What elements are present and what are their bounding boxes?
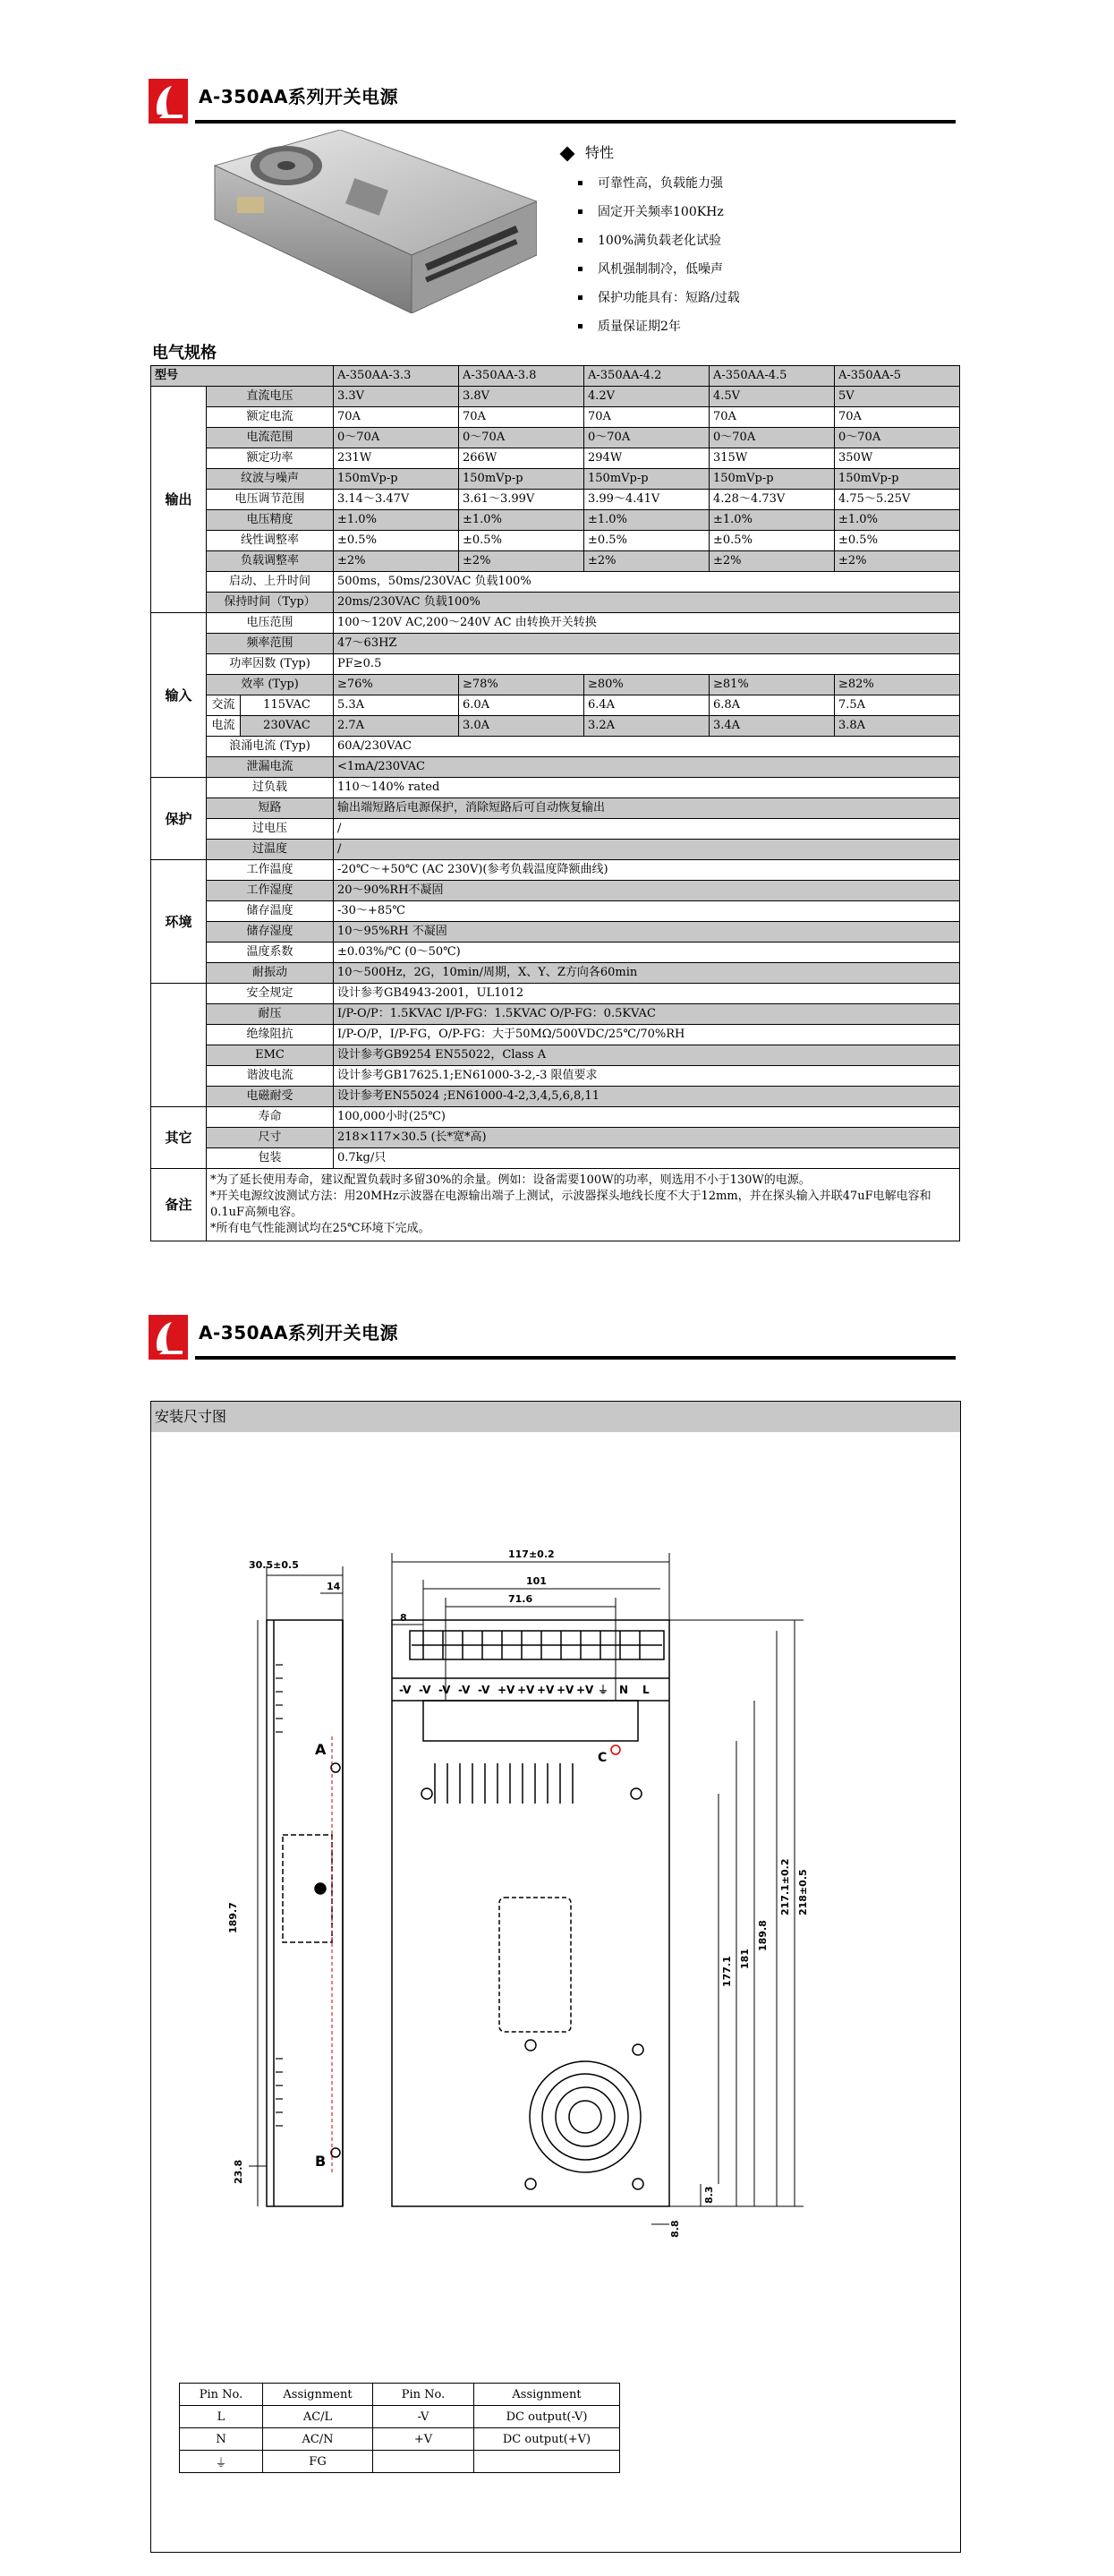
spec-cell: 70A xyxy=(459,407,584,428)
spec-cell: 3.0A xyxy=(459,716,584,737)
spec-cell: 100～120V AC,200～240V AC 由转换开关转换 xyxy=(334,613,960,634)
spec-cell: 20～90%RH不凝固 xyxy=(334,881,960,901)
pin-header: Pin No. xyxy=(180,2384,263,2406)
brand-logo-icon xyxy=(149,1315,188,1360)
group-remark: 备注 xyxy=(151,1169,207,1241)
feature-item: 质量保证期2年 xyxy=(598,314,938,343)
spec-cell: PF≥0.5 xyxy=(334,654,960,675)
spec-label: 工作温度 xyxy=(207,860,334,881)
spec-label: 交流 xyxy=(207,695,241,716)
spec-label: 启动、上升时间 xyxy=(207,572,334,593)
terminal-label: +V xyxy=(576,1684,594,1696)
spec-cell: <1mA/230VAC xyxy=(334,757,960,778)
spec-cell: 150mVp-p xyxy=(459,469,584,490)
dim-label: 101 xyxy=(526,1575,547,1587)
model-label: 型号 xyxy=(151,366,334,387)
product-image xyxy=(188,130,537,313)
remark-line: *所有电气性能测试均在25℃环境下完成。 xyxy=(210,1222,430,1235)
spec-label: 绝缘阻抗 xyxy=(207,1025,334,1045)
spec-cell: ±0.5% xyxy=(710,531,835,551)
spec-cell: -30～+85℃ xyxy=(334,901,960,922)
spec-label: 储存温度 xyxy=(207,901,334,922)
spec-cell: 设计参考GB17625.1;EN61000-3-2,-3 限值要求 xyxy=(334,1066,960,1087)
dim-label: 23.8 xyxy=(233,2159,244,2184)
spec-cell: ±1.0% xyxy=(835,510,960,531)
dim-label: 117±0.2 xyxy=(508,1548,555,1560)
pin-table xyxy=(179,2383,620,2473)
spec-cell: 350W xyxy=(835,448,960,469)
spec-cell: ±0.03%/℃ (0～50℃) xyxy=(334,943,960,963)
group-other: 其它 xyxy=(151,1107,207,1169)
pin-cell: AC/N xyxy=(263,2428,373,2451)
model-name: A-350AA-4.5 xyxy=(710,366,835,387)
spec-label: 功率因数 (Typ) xyxy=(207,654,334,675)
spec-cell: 60A/230VAC xyxy=(334,737,960,757)
diamond-bullet-icon xyxy=(560,146,575,161)
dim-label: 30.5±0.5 xyxy=(249,1559,299,1571)
dimension-drawing xyxy=(150,1432,959,2372)
spec-cell: ±1.0% xyxy=(710,510,835,531)
spec-cell: 3.4A xyxy=(710,716,835,737)
spec-cell: 3.61～3.99V xyxy=(459,490,584,510)
spec-cell: 7.5A xyxy=(835,695,960,716)
terminal-label: ⏚ xyxy=(598,1684,609,1696)
spec-cell: ±0.5% xyxy=(459,531,584,551)
spec-cell: 输出端短路后电源保护，消除短路后可自动恢复输出 xyxy=(334,798,960,819)
feature-item: 固定开关频率100KHz xyxy=(598,200,938,228)
spec-label: 频率范围 xyxy=(207,634,334,654)
dim-label: 8.3 xyxy=(703,2186,715,2204)
spec-cell: ≥76% xyxy=(334,675,459,695)
terminal-label: -V xyxy=(419,1684,431,1696)
spec-cell: 500ms，50ms/230VAC 负载100% xyxy=(334,572,960,593)
dim-label: 181 xyxy=(739,1949,751,1969)
page-title: A-350AA系列开关电源 xyxy=(199,86,398,107)
spec-label: EMC xyxy=(207,1045,334,1066)
spec-cell: ±1.0% xyxy=(459,510,584,531)
spec-cell: 0～70A xyxy=(835,428,960,448)
section-header xyxy=(149,75,956,127)
pin-header: Pin No. xyxy=(373,2384,474,2406)
spec-cell: I/P-O/P，I/P-FG，O/P-FG：大于50MΩ/500VDC/25℃/70%RH xyxy=(334,1025,960,1045)
section-header xyxy=(149,1311,956,1363)
spec-cell: 4.75～5.25V xyxy=(835,490,960,510)
spec-cell: 70A xyxy=(710,407,835,428)
pin-cell: N xyxy=(180,2428,263,2451)
pin-cell xyxy=(474,2451,620,2473)
spec-label: 电流范围 xyxy=(207,428,334,448)
spec-cell: 150mVp-p xyxy=(835,469,960,490)
pin-cell: +V xyxy=(373,2428,474,2451)
group-safety xyxy=(151,984,207,1107)
spec-label: 电磁耐受 xyxy=(207,1087,334,1107)
label-b: B xyxy=(315,2153,327,2170)
spec-cell: 150mVp-p xyxy=(710,469,835,490)
spec-cell: 110～140% rated xyxy=(334,778,960,798)
dim-label: 71.6 xyxy=(508,1593,533,1605)
spec-cell: 5V xyxy=(835,387,960,407)
spec-label: 额定功率 xyxy=(207,448,334,469)
spec-cell: ≥81% xyxy=(710,675,835,695)
spec-label: 包装 xyxy=(207,1148,334,1169)
spec-cell: ±0.5% xyxy=(334,531,459,551)
group-output: 输出 xyxy=(151,387,207,613)
pin-cell: -V xyxy=(373,2406,474,2428)
features-heading: 特性 xyxy=(585,144,615,161)
spec-label: 谐波电流 xyxy=(207,1066,334,1087)
spec-label: 电流 xyxy=(207,716,241,737)
spec-label: 电压范围 xyxy=(207,613,334,634)
spec-label: 浪涌电流 (Typ) xyxy=(207,737,334,757)
spec-cell: 6.0A xyxy=(459,695,584,716)
spec-cell: 150mVp-p xyxy=(584,469,710,490)
spec-label: 过负载 xyxy=(207,778,334,798)
dim-label: 14 xyxy=(327,1581,341,1592)
dim-label: 217.1±0.2 xyxy=(779,1858,791,1915)
spec-cell: 5.3A xyxy=(334,695,459,716)
terminal-label: -V xyxy=(478,1684,490,1696)
dim-label: 189.8 xyxy=(757,1920,769,1951)
pin-header: Assignment xyxy=(263,2384,373,2406)
spec-label: 过温度 xyxy=(207,840,334,860)
spec-label: 安全规定 xyxy=(207,984,334,1004)
dim-label: 8 xyxy=(400,1612,407,1624)
group-env: 环境 xyxy=(151,860,207,984)
terminal-label: +V xyxy=(537,1684,555,1696)
terminal-label: L xyxy=(642,1684,650,1696)
spec-label: 230VAC xyxy=(241,716,334,737)
dim-label: 189.7 xyxy=(227,1902,239,1933)
spec-cell: 2.7A xyxy=(334,716,459,737)
dim-label: 177.1 xyxy=(721,1956,733,1987)
pin-cell: DC output(-V) xyxy=(474,2406,620,2428)
remark-line: *开关电源纹波测试方法：用20MHz示波器在电源输出端子上测试，示波器探头地线长度不大于12mm，并在探头输入并联47uF电解电容和0.1uF高频电容。 xyxy=(210,1190,931,1219)
spec-cell: 70A xyxy=(334,407,459,428)
terminal-label: -V xyxy=(438,1684,451,1696)
spec-cell: 6.8A xyxy=(710,695,835,716)
spec-label: 效率 (Typ) xyxy=(207,675,334,695)
remark-line: *为了延长使用寿命，建议配置负载时多留30%的余量。例如：设备需要100W的功率，则选用不小于130W的电源。 xyxy=(210,1173,811,1187)
spec-cell: 10～500Hz，2G，10min/周期，X、Y、Z方向各60min xyxy=(334,963,960,984)
group-protect: 保护 xyxy=(151,778,207,860)
spec-cell: 0～70A xyxy=(459,428,584,448)
terminal-label: -V xyxy=(399,1684,412,1696)
spec-label: 保持时间（Typ） xyxy=(207,593,334,613)
install-title: 安装尺寸图 xyxy=(151,1402,960,1432)
spec-cell: ≥80% xyxy=(584,675,710,695)
spec-cell: 3.14～3.47V xyxy=(334,490,459,510)
spec-title: 电气规格 xyxy=(152,344,217,363)
spec-cell: 70A xyxy=(584,407,710,428)
spec-label: 寿命 xyxy=(207,1107,334,1128)
spec-label: 额定电流 xyxy=(207,407,334,428)
spec-cell: ≥82% xyxy=(835,675,960,695)
spec-cell: 231W xyxy=(334,448,459,469)
spec-cell: 315W xyxy=(710,448,835,469)
feature-list xyxy=(562,141,938,343)
feature-item: 保护功能具有：短路/过载 xyxy=(598,286,938,314)
spec-cell: / xyxy=(334,819,960,840)
spec-label: 温度系数 xyxy=(207,943,334,963)
spec-label: 耐压 xyxy=(207,1004,334,1025)
remark-block xyxy=(207,1169,960,1241)
spec-cell: 218×117×30.5 (长*宽*高) xyxy=(334,1128,960,1148)
model-name: A-350AA-3.3 xyxy=(334,366,459,387)
dim-label: 218±0.5 xyxy=(797,1869,809,1915)
spec-label: 尺寸 xyxy=(207,1128,334,1148)
spec-cell: 设计参考GB9254 EN55022，Class A xyxy=(334,1045,960,1066)
terminal-label: -V xyxy=(458,1684,471,1696)
spec-cell: ±2% xyxy=(584,551,710,572)
page-title: A-350AA系列开关电源 xyxy=(199,1322,398,1343)
spec-cell: 0～70A xyxy=(584,428,710,448)
terminal-label: +V xyxy=(497,1684,515,1696)
side-view-outline xyxy=(267,1620,343,2206)
pin-header: Assignment xyxy=(474,2384,620,2406)
spec-cell: ±2% xyxy=(835,551,960,572)
divider xyxy=(195,1356,956,1360)
spec-cell: ±2% xyxy=(459,551,584,572)
pin-cell: AC/L xyxy=(263,2406,373,2428)
dim-label: 8.8 xyxy=(669,2220,681,2238)
spec-label: 过电压 xyxy=(207,819,334,840)
label-c: C xyxy=(598,1751,608,1765)
pin-cell: DC output(+V) xyxy=(474,2428,620,2451)
spec-cell: 294W xyxy=(584,448,710,469)
brand-logo-icon xyxy=(149,79,188,124)
spec-cell: 3.3V xyxy=(334,387,459,407)
spec-cell: 4.2V xyxy=(584,387,710,407)
feature-item: 可靠性高，负载能力强 xyxy=(598,171,938,200)
spec-label: 直流电压 xyxy=(207,387,334,407)
spec-cell: 47～63HZ xyxy=(334,634,960,654)
ground-icon: ⏚ xyxy=(180,2451,263,2473)
spec-table xyxy=(150,365,960,1241)
spec-label: 工作湿度 xyxy=(207,881,334,901)
terminal-label: N xyxy=(619,1684,629,1696)
spec-cell: / xyxy=(334,840,960,860)
terminal-labels xyxy=(399,1684,650,1696)
spec-cell: I/P-O/P：1.5KVAC I/P-FG：1.5KVAC O/P-FG：0.5KVAC xyxy=(334,1004,960,1025)
spec-cell: ±2% xyxy=(710,551,835,572)
spec-cell: 3.2A xyxy=(584,716,710,737)
model-name: A-350AA-4.2 xyxy=(584,366,710,387)
spec-cell: 0～70A xyxy=(710,428,835,448)
spec-cell: 3.8V xyxy=(459,387,584,407)
spec-cell: 3.8A xyxy=(835,716,960,737)
model-name: A-350AA-5 xyxy=(835,366,960,387)
spec-cell: ≥78% xyxy=(459,675,584,695)
terminal-label: +V xyxy=(517,1684,535,1696)
spec-cell: 10～95%RH 不凝固 xyxy=(334,922,960,943)
spec-cell: 0～70A xyxy=(334,428,459,448)
spec-label: 泄漏电流 xyxy=(207,757,334,778)
spec-cell: ±2% xyxy=(334,551,459,572)
spec-cell: 150mVp-p xyxy=(334,469,459,490)
spec-cell: 4.5V xyxy=(710,387,835,407)
spec-cell: 100,000小时(25℃) xyxy=(334,1107,960,1128)
spec-label: 短路 xyxy=(207,798,334,819)
spec-cell: ±0.5% xyxy=(584,531,710,551)
feature-item: 100%满负载老化试验 xyxy=(598,228,938,257)
spec-cell: ±1.0% xyxy=(584,510,710,531)
spec-label: 储存湿度 xyxy=(207,922,334,943)
pin-cell xyxy=(373,2451,474,2473)
pin-cell: L xyxy=(180,2406,263,2428)
spec-label: 线性调整率 xyxy=(207,531,334,551)
feature-item: 风机强制制冷，低噪声 xyxy=(598,257,938,286)
spec-cell: 70A xyxy=(835,407,960,428)
pin-cell: FG xyxy=(263,2451,373,2473)
fan-grille xyxy=(530,2061,641,2172)
spec-cell: 266W xyxy=(459,448,584,469)
spec-cell: ±0.5% xyxy=(835,531,960,551)
label-a: A xyxy=(315,1741,327,1758)
spec-cell: -20℃～+50℃ (AC 230V)(参考负载温度降额曲线) xyxy=(334,860,960,881)
spec-cell: 设计参考EN55024 ;EN61000-4-2,3,4,5,6,8,11 xyxy=(334,1087,960,1107)
model-name: A-350AA-3.8 xyxy=(459,366,584,387)
spec-cell: 20ms/230VAC 负载100% xyxy=(334,593,960,613)
spec-cell: 3.99～4.41V xyxy=(584,490,710,510)
spec-label: 电压调节范围 xyxy=(207,490,334,510)
group-input: 输入 xyxy=(151,613,207,778)
spec-cell: 0.7kg/只 xyxy=(334,1148,960,1169)
spec-label: 纹波与噪声 xyxy=(207,469,334,490)
spec-cell: 4.28～4.73V xyxy=(710,490,835,510)
spec-label: 耐振动 xyxy=(207,963,334,984)
terminal-label: +V xyxy=(557,1684,574,1696)
spec-label: 115VAC xyxy=(241,695,334,716)
spec-cell: ±1.0% xyxy=(334,510,459,531)
spec-cell: 设计参考GB4943-2001，UL1012 xyxy=(334,984,960,1004)
divider xyxy=(195,120,956,124)
spec-label: 电压精度 xyxy=(207,510,334,531)
spec-cell: 6.4A xyxy=(584,695,710,716)
spec-label: 负载调整率 xyxy=(207,551,334,572)
